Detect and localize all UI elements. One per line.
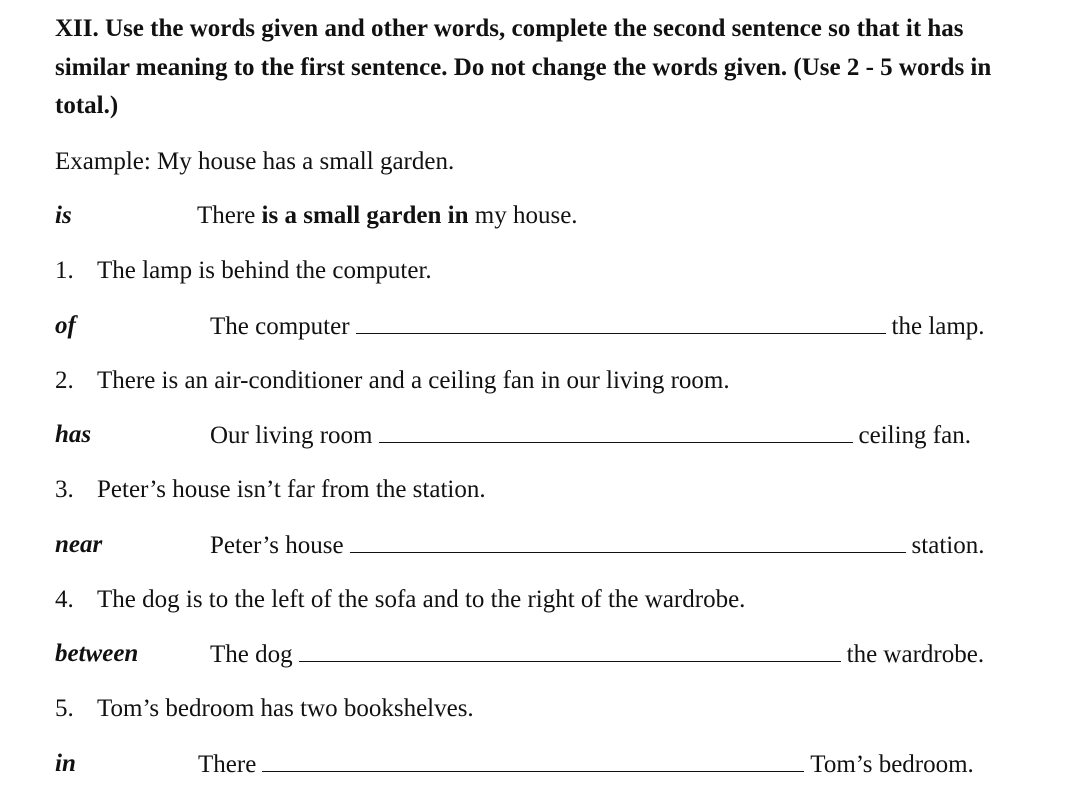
question-2-sentence: There is an air-conditioner and a ceiling fan in our living room. bbox=[97, 367, 730, 394]
question-4-rewrite-end: the wardrobe. bbox=[846, 641, 985, 668]
example-given-word: is bbox=[55, 202, 72, 229]
question-1-rewrite bbox=[210, 311, 985, 341]
question-1-rewrite-end: the lamp. bbox=[891, 313, 985, 340]
question-4-sentence: The dog is to the left of the sofa and to the right of the wardrobe. bbox=[97, 586, 746, 613]
question-1-sentence: The lamp is behind the computer. bbox=[97, 257, 432, 284]
question-3-answer-blank[interactable] bbox=[350, 530, 906, 553]
question-3-sentence: Peter’s house isn’t far from the station. bbox=[97, 476, 486, 503]
question-4-rewrite-start: The dog bbox=[210, 641, 293, 668]
question-1 bbox=[55, 256, 432, 286]
question-5 bbox=[55, 694, 474, 724]
question-5-number: 5. bbox=[55, 695, 74, 722]
question-2-rewrite bbox=[210, 420, 971, 450]
question-2-number: 2. bbox=[55, 367, 74, 394]
question-1-answer-blank[interactable] bbox=[356, 311, 886, 334]
question-3-rewrite-start: Peter’s house bbox=[210, 532, 344, 559]
question-2 bbox=[55, 366, 730, 396]
question-4-given-word: between bbox=[55, 640, 139, 667]
question-5-given-word: in bbox=[55, 750, 76, 777]
example-rewrite-start: There bbox=[197, 202, 262, 229]
question-4-number: 4. bbox=[55, 586, 74, 613]
exercise-instructions: XII. Use the words given and other words, complete the second sentence so that it has similar meaning to the first sentence. Do not change the words given. (Use 2 - 5 words in total.) bbox=[55, 15, 992, 119]
question-2-given-word: has bbox=[55, 421, 92, 448]
question-2-rewrite-end: ceiling fan. bbox=[858, 422, 971, 449]
question-2-answer-blank[interactable] bbox=[379, 420, 853, 443]
example-rewrite-end: my house. bbox=[468, 202, 578, 229]
question-3-given-word: near bbox=[55, 531, 103, 558]
example-rewrite bbox=[197, 201, 578, 231]
question-1-given-word: of bbox=[55, 312, 76, 339]
question-4-answer-blank[interactable] bbox=[299, 639, 841, 662]
example-sentence: Example: My house has a small garden. bbox=[55, 148, 455, 175]
question-1-number: 1. bbox=[55, 257, 74, 284]
question-3-number: 3. bbox=[55, 476, 74, 503]
example-answer: is a small garden in bbox=[261, 202, 469, 229]
question-5-answer-blank[interactable] bbox=[262, 749, 804, 772]
question-3-rewrite-end: station. bbox=[911, 532, 985, 559]
question-5-rewrite-end: Tom’s bedroom. bbox=[810, 751, 974, 778]
question-3-rewrite bbox=[210, 530, 984, 560]
question-2-rewrite-start: Our living room bbox=[210, 422, 373, 449]
question-3 bbox=[55, 475, 486, 505]
question-4 bbox=[55, 585, 745, 615]
question-5-rewrite-start: There bbox=[198, 751, 257, 778]
question-1-rewrite-start: The computer bbox=[210, 313, 350, 340]
question-5-sentence: Tom’s bedroom has two bookshelves. bbox=[97, 695, 474, 722]
question-5-rewrite bbox=[198, 749, 974, 779]
question-4-rewrite bbox=[210, 639, 984, 669]
